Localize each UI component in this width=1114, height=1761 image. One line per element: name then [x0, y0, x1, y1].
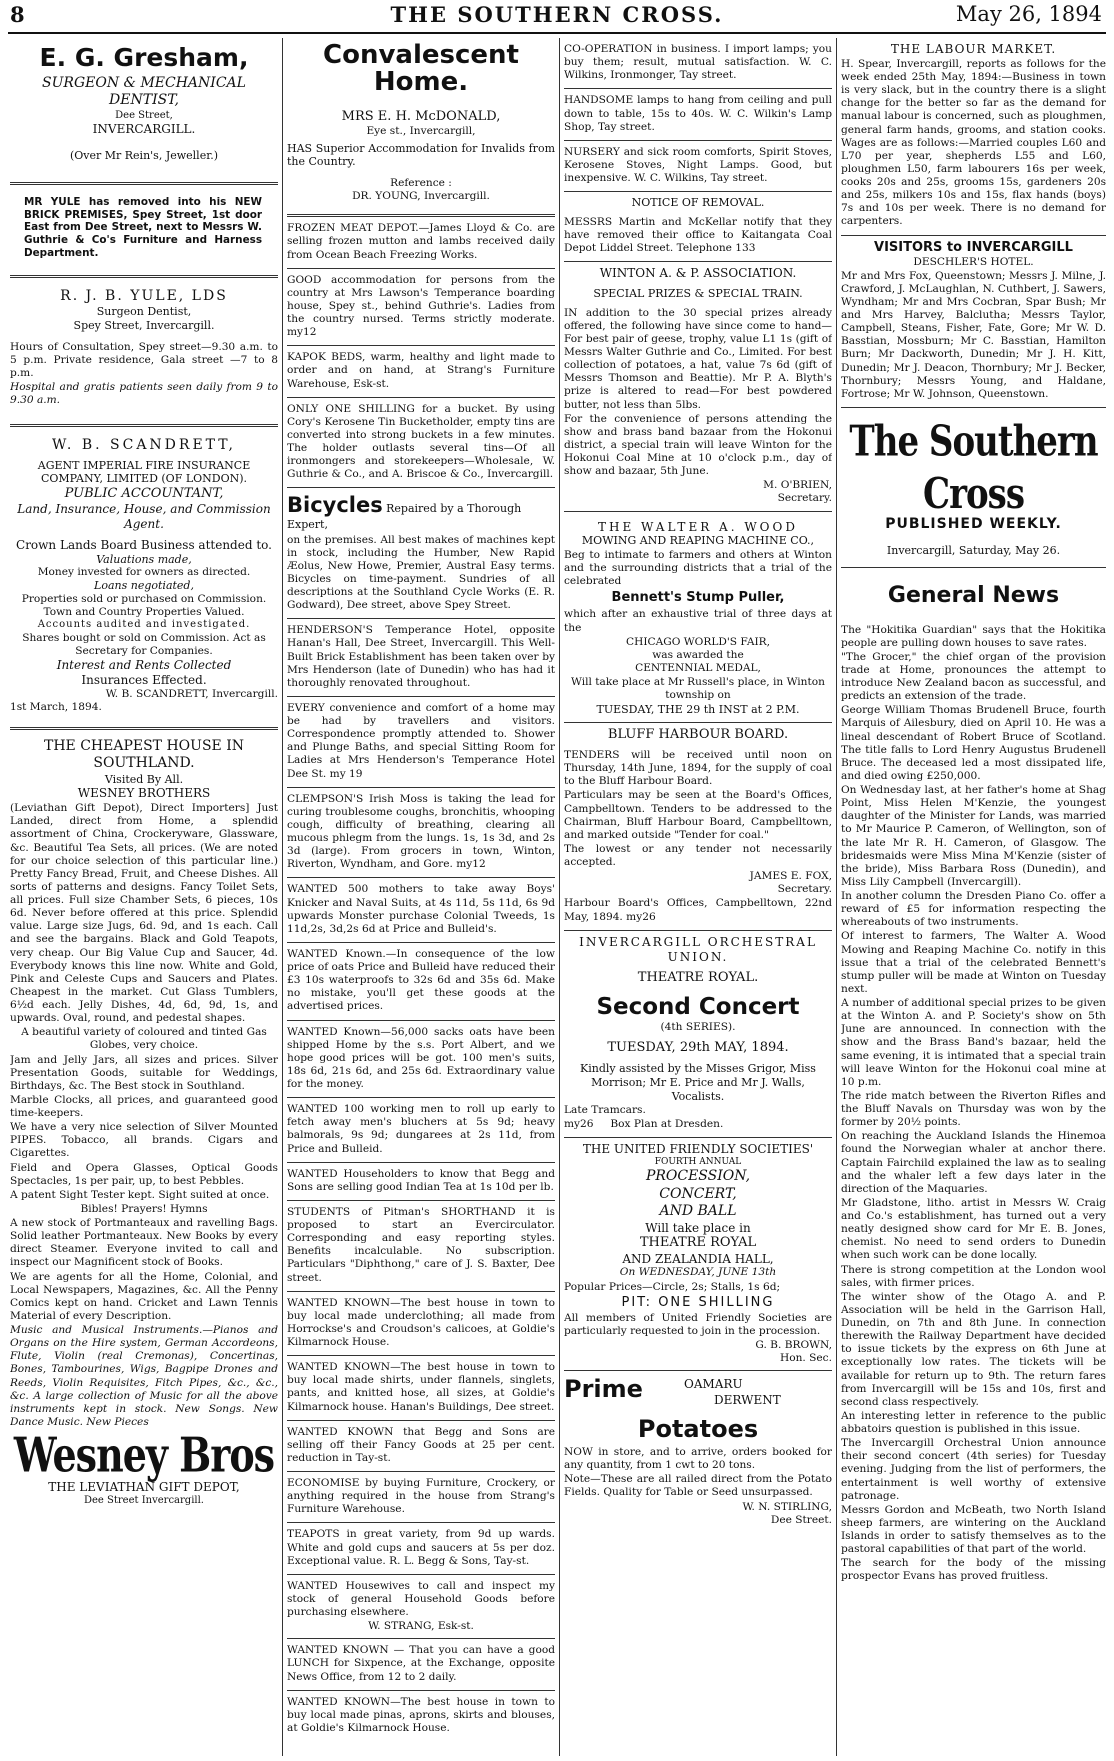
ad-potatoes-sig: W. N. STIRLING,: [742, 1500, 832, 1513]
ad-removal: [564, 192, 832, 262]
ad-convalescent-p1: HAS Superior Accommodation for Invalids from the Country.: [287, 141, 555, 169]
ad-friendly-h2: FOURTH ANNUAL: [654, 1157, 742, 1168]
news-item: On Wednesday last, at her father's home at Shag Point, Miss Helen M'Kenzie, the youngest daughter of the Minister for Lands, was married to Mr Maurice P. Cameron, of Wellington, son of the late Mr R. H. Cameron, of Glasgow. The bridesmaids were Miss Mina M'Kenzie (sister of the bride), Miss Barbara Ross (Dunedin), and Miss Lily Campbell (Invercargill).: [841, 784, 1106, 888]
ad-convalescent-h2: MRS E. H. McDONALD,: [341, 108, 501, 124]
ad-friendly-p2: All members of United Friendly Societies are particularly requested to join in the procession.: [564, 1311, 832, 1337]
ad-orchestral-p3: my26: [564, 1118, 594, 1131]
ad-bluff-sig: JAMES E. FOX,: [749, 870, 832, 883]
ad-kapok: [287, 346, 555, 397]
news-item: "The Grocer," the chief organ of the provision trade at Home, pronounces the attempt to introduce New Zealand bacon as successful, and predicts an extension of the trade.: [841, 650, 1106, 703]
ad-wanted-known-5: [287, 1421, 555, 1472]
ad-frozen-meat-text: FROZEN MEAT DEPOT.—James Lloyd & Co. are selling frozen mutton and lambs received daily from Ocean Beach Freezing Works.: [287, 222, 555, 261]
ad-wesney-logo: Wesney Bros: [13, 1426, 275, 1483]
ad-wesney-f1: THE LEVIATHAN GIFT DEPOT,: [48, 1480, 240, 1495]
ad-convalescent-h1: Convalescent Home.: [323, 40, 519, 98]
ad-potatoes-p2: Note—These are all railed direct from the Potato Fields. Quality for Table or Seed unsurpassed.: [564, 1473, 832, 1499]
ad-wanted-known-2-text: WANTED Known—56,000 sacks oats have been shipped Home by the s.s. Port Albert, and we hope good prices will be got. 100 men's suits, 18s 6d, 21s 6d, and 25s 6d. Extraordinary value for the money.: [287, 1025, 555, 1091]
ad-walter-wood-h4: CHICAGO WORLD'S FAIR,: [625, 635, 771, 648]
ad-bluff-heading: BLUFF HARBOUR BOARD.: [607, 726, 789, 742]
news-item: A number of additional special prizes to be given at the Winton A. and P. Society's show on 5th June are announced. In connection with the show and the Brass Band's bazaar, held the same evening, it is intimated that a special train will leave Winton for the Hokonui coal mine at 10 p.m.: [841, 997, 1106, 1088]
column-divider: [282, 38, 283, 1756]
ad-wanted-100-text: WANTED 100 working men to roll up early to fetch away men's bluchers at 5s 9d; heavy balmorals, 9s 9d; dungarees at 2s 11d, from Price and Bulleid.: [287, 1103, 555, 1155]
ad-convalescent-h3: Eye st., Invercargill,: [366, 124, 476, 137]
ad-yule-moved: [10, 185, 278, 278]
column-1: [10, 38, 278, 1756]
ad-wesney-p9: A new stock of Portmanteaux and ravelling Bags. Solid leather Portmanteaux. New Books by every direct Steamer. Everyone invited to call and inspect our Magnificent stock of Books.: [10, 1217, 278, 1269]
ad-students-text: STUDENTS of Pitman's SHORTHAND it is proposed to start an Evercirculator. Corresponding and easy reporting styles. Benefits incalculable. No subscription. Particulars "Diphthong," care of J. S. Baxter, Dee street.: [287, 1205, 555, 1284]
ad-wanted-known-2: [287, 1021, 555, 1099]
ad-lamps: [564, 89, 832, 140]
ad-bicycles-sub: Repaired by a Thorough Expert,: [287, 502, 522, 532]
news-item: Mr Gladstone, litho. artist in Messrs W. Craig and Co.'s establishment, has turned out a very neatly designed show card for Mr E. B. Jones, chemist. No need to send orders to Dunedin when such work can be done locally.: [841, 1196, 1106, 1262]
ad-scandrett-l11: Interest and Rents Collected: [56, 657, 232, 672]
ad-friendly-h7: THEATRE ROYAL: [639, 1235, 757, 1251]
ad-winton-sig2: Secretary.: [777, 492, 832, 505]
ad-wesney-f2: Dee Street Invercargill.: [84, 1494, 204, 1506]
column-divider: [559, 38, 560, 1756]
ad-jb-yule: [10, 278, 278, 427]
ad-walter-wood-h5: was awarded the: [652, 648, 744, 661]
ad-gresham: [10, 38, 278, 185]
ad-scandrett-name: W. B. SCANDRETT,: [51, 437, 236, 454]
ad-housewives-sig: W. STRANG, Esk-st.: [368, 1620, 474, 1633]
ad-wanted-known-3-text: WANTED KNOWN—The best house in town to buy local made underclothing; all made from Horrockse's and Croudson's calicoes, at Goldie's Kilmarnock House.: [287, 1296, 555, 1349]
news-item: The search for the body of the missing prospector Evans has proved fruitless.: [841, 1557, 1106, 1583]
ad-bicycles-h: Bicycles: [287, 493, 383, 518]
ad-bluff-p1: TENDERS will be received until noon on Thursday, 14th June, 1894, for the supply of coal to the Bluff Harbour Board.: [564, 749, 832, 788]
ad-wesney-h3: WESNEY BROTHERS: [77, 786, 211, 801]
ad-cooperation-text: CO-OPERATION in business. I import lamps; you buy them; result, mutual satisfaction. W. C. Wilkins, Ironmonger, Tay street.: [564, 43, 832, 82]
ad-scandrett-l5: Valuations made,: [96, 552, 192, 566]
ad-walter-wood-p3: Will take place at Mr Russell's place, in Winton township on: [571, 676, 825, 702]
ad-friendly-p1: Popular Prices—Circle, 2s; Stalls, 1s 6d;: [564, 1280, 781, 1293]
ad-scandrett-l10: Shares bought or sold on Commission. Act as Secretary for Companies.: [22, 631, 266, 657]
ad-convalescent-h4: Reference :: [390, 177, 452, 190]
ad-walter-wood-h2: MOWING AND REAPING MACHINE CO.,: [581, 534, 815, 548]
ad-one-shilling: [287, 398, 555, 489]
ad-wanted-known-1-text: WANTED Known.—In consequence of the low price of oats Price and Bulleid have reduced their £3 10s waterproofs to 32s 6d and 35s 6d. Make no mistake, you'll get these goods at the advertised prices.: [287, 947, 555, 1013]
ad-teapots-text: TEAPOTS in great variety, from 9d up wards. White and gold cups and saucers at 5s per doz. Exceptional value. R. L. Begg & Sons, Tay-st.: [287, 1528, 555, 1567]
ad-wanted-known-5-text: WANTED KNOWN that Begg and Sons are selling off their Fancy Goods at 25 per cent. reduction in Tay-st.: [287, 1425, 555, 1464]
visitors-heading: VISITORS to INVERCARGILL: [874, 239, 1073, 255]
news-item: On reaching the Auckland Islands the Hinemoa found the Norwegian whaler at anchor there. Captain Fairchild explained the law as to sealing and the whaler left a few days later in the direction of the Maquaries.: [841, 1130, 1106, 1195]
ad-friendly-h3: PROCESSION,: [645, 1168, 751, 1185]
ad-friendly-sig: G. B. BROWN,: [755, 1339, 832, 1352]
ad-scandrett: [10, 427, 278, 730]
ad-wesney-p5: We have a very nice selection of Silver Mounted PIPES. Tobacco, all brands. Cigars and Cigarettes.: [10, 1121, 278, 1160]
ad-bluff-sig2: Secretary.: [777, 883, 832, 896]
ad-wesney-p7: A patent Sight Tester kept. Sight suited at once.: [10, 1188, 270, 1201]
ad-gresham-l4: INVERCARGILL.: [92, 122, 196, 137]
ad-walter-wood-h7: TUESDAY, THE 29 th INST at 2 P.M.: [596, 703, 800, 717]
ad-scandrett-l7: Loans negotiated,: [94, 579, 194, 593]
ad-jb-yule-l1: Surgeon Dentist,: [96, 305, 192, 319]
ad-kapok-text: KAPOK BEDS, warm, healthy and light made to order and on hand, at Strang's Furniture Warehouse, Esk-st.: [287, 351, 555, 390]
ad-frozen-meat: [287, 217, 555, 268]
ad-housewives: [287, 1575, 555, 1640]
ad-jb-yule-name: R. J. B. YULE, LDS: [60, 288, 228, 305]
news-item: Of interest to farmers, The Walter A. Wood Mowing and Reaping Machine Co. notify in this issue that a trial of the celebrated Bennett's stump puller will be made at Winton on Tuesday next.: [841, 930, 1106, 995]
ad-cooperation: [564, 38, 832, 89]
ad-orchestral-h1: INVERCARGILL ORCHESTRAL UNION.: [579, 934, 817, 964]
newspaper-title: THE SOUTHERN CROSS.: [390, 2, 724, 27]
news-item: Messrs Gordon and McBeath, two North Island sheep farmers, are wintering on the Auckland Islands in order to satisfy themselves as to the pastoral capabilities of that part of the world.: [841, 1503, 1106, 1556]
news-item: In another column the Dresden Piano Co. offer a reward of £5 for information respecting the whereabouts of two instruments.: [841, 890, 1106, 929]
column-2: [287, 38, 555, 1756]
ad-wesney-p3: Jam and Jelly Jars, all sizes and prices. Silver Presentation Goods, suitable for Weddings, Birthdays, &c. The Best stock in Southland.: [10, 1053, 278, 1092]
issue-date: May 26, 1894: [955, 2, 1102, 26]
ad-potatoes-sig2: Dee Street.: [770, 1513, 832, 1526]
ad-walter-wood-p1: Beg to intimate to farmers and others at Winton and the surrounding districts that a trial of the celebrated: [564, 549, 832, 588]
column-3: [564, 38, 832, 1756]
ad-gresham-name: E. G. Gresham,: [39, 43, 249, 72]
ad-henderson-text: HENDERSON'S Temperance Hotel, opposite Hanan's Hall, Dee Street, Invercargill. This Well-Built Brick Establishment has been taken over by Mrs Henderson (late of Dunedin) who has had it thoroughly renovated throughout.: [287, 624, 555, 689]
ad-scandrett-l2: PUBLIC ACCOUNTANT,: [64, 485, 224, 501]
ad-walter-wood-h1: THE WALTER A. WOOD: [598, 519, 798, 534]
ad-wanted-100: [287, 1098, 555, 1163]
ad-clempson-text: CLEMPSON'S Irish Moss is taking the lead for curing troublesome coughs, bronchitis, whooping cough, difficulty of breathing, clearing all mucous phlegm from the lungs. 1s, 1s 3d, and 2s 3d (large). From grocers in town, Winton, Riverton, Wyndham, and Gore. my12: [287, 792, 555, 871]
column-4: [841, 38, 1106, 1756]
ad-potatoes-h3: DERWENT: [714, 1393, 781, 1408]
ad-orchestral-h5: TUESDAY, 29th MAY, 1894.: [607, 1040, 789, 1056]
ad-orchestral-p4: Box Plan at Dresden.: [610, 1118, 724, 1131]
visitors-hotel: DESCHLER'S HOTEL.: [913, 255, 1034, 268]
ad-convalescent: [287, 38, 555, 217]
ad-scandrett-l6: Money invested for owners as directed.: [37, 566, 251, 579]
ad-wesney-p8: Bibles! Prayers! Hymns: [80, 1202, 208, 1215]
visitors: [841, 236, 1106, 408]
ad-removal-text: MESSRS Martin and McKellar notify that they have removed their office to Kaitangata Coal Depot Liddel Street. Telephone 133: [564, 215, 832, 254]
ad-winton-p2: For the convenience of persons attending the show and brass band bazaar from the Hokonui district, a special train will leave Winton for the Hokonui Coal Mine at 10 o'clock p.m., day of show and bazaar, 5th June.: [564, 412, 832, 478]
ad-wesney: [10, 730, 278, 1512]
news-item: The ride match between the Riverton Rifles and the Bluff Navals on Thursday was won by the former by 20½ points.: [841, 1089, 1106, 1129]
ad-friendly-h10: PIT: ONE SHILLING: [621, 1294, 775, 1310]
ad-yule-moved-text: MR YULE has removed into his NEW BRICK PREMISES, Spey Street, 1st door East from Dee Street, next to Messrs W. Guthrie & Co's Furniture and Harness Department.: [24, 195, 262, 260]
ad-economise: [287, 1472, 555, 1523]
ad-wanted-known-1: [287, 943, 555, 1021]
general-news: [841, 568, 1106, 1589]
labour-market-text: H. Spear, Invercargill, reports as follows for the week ended 25th May, 1894:—Business in town is very slack, but in the country there is a slight change for the better so far as the demand for manual labour is concerned, such as ploughmen, general farm hands, grooms, and station cooks. Wages are as follows:—Married couples L60 and L70 per year, shepherds L55 and L60, ploughmen L50, farm labourers 16s per week, cooks 20s and 25s, grooms 15s, gardeners 20s and 25s, milkers 10s and 15s, flax hands (boys) 7s and 10s per week. There is no demand for carpenters.: [841, 57, 1106, 228]
ad-gresham-l5: (Over Mr Rein's, Jeweller.): [69, 148, 219, 162]
ad-friendly-sig2: Hon. Sec.: [779, 1352, 832, 1365]
ad-pinas-text: WANTED KNOWN—The best house in town to buy local made pinas, aprons, skirts and blouses, at Goldie's Kilmarnock House.: [287, 1695, 555, 1734]
ad-potatoes-h4: Potatoes: [637, 1415, 759, 1444]
ad-potatoes-h2: OAMARU: [684, 1377, 743, 1392]
ad-jb-yule-l2: Spey Street, Invercargill.: [73, 319, 215, 333]
ad-wesney-p6: Field and Opera Glasses, Optical Goods Spectacles, 1s per pair, up, to best Pebbles.: [10, 1161, 278, 1187]
masthead-date: Invercargill, Saturday, May 26.: [886, 543, 1061, 557]
column-divider: [836, 38, 837, 1756]
ad-walter-wood: [564, 512, 832, 723]
ad-bluff-p2: Particulars may be seen at the Board's Offices, Campbelltown. Tenders to be addressed to the Chairman, Bluff Harbour Board, Campbelltown, and marked outside "Tender for coal.": [564, 789, 832, 841]
ad-scandrett-l1: AGENT IMPERIAL FIRE INSURANCE COMPANY, LIMITED (OF LONDON).: [37, 458, 251, 486]
ad-wanted-begg: [287, 1163, 555, 1201]
news-item: There is strong competition at the London wool sales, with firmer prices.: [841, 1263, 1106, 1289]
masthead: [841, 408, 1106, 568]
news-item: The winter show of the Otago A. and P. Association will be held in the Garrison Hall, Dunedin, on 7th and 8th June. In connection therewith the Railway Department have decided to issue tickets by the express on 6th June at exceptionally low rates. The tickets will be available for return up to 9th. The return fares from Invercargill will be 15s and 10s, first and second class respectively.: [841, 1290, 1106, 1408]
ad-every-convenience-text: EVERY convenience and comfort of a home may be had by travellers and visitors. Correspondence promptly attended to. Shower and Plunge Baths, and special Sitting Room for Ladies at Mrs Henderson's Temperance Hotel Dee St. my 19: [287, 701, 555, 780]
ad-clempson: [287, 788, 555, 879]
ad-winton-sig: M. O'BRIEN,: [763, 479, 832, 492]
general-news-heading: General News: [887, 583, 1060, 609]
ad-potatoes-p1: NOW in store, and to arrive, orders booked for any quantity, from 1 cwt to 20 tons.: [564, 1446, 832, 1472]
ad-lunch-text: WANTED KNOWN — That you can have a good LUNCH for Sixpence, at the Exchange, opposite News Office, from 12 to 2 daily.: [287, 1644, 555, 1683]
ad-friendly-h5: AND BALL: [659, 1203, 737, 1220]
ad-wesney-p4: Marble Clocks, all prices, and guaranteed good time-keepers.: [10, 1093, 278, 1119]
ad-walter-wood-p2: which after an exhaustive trial of three days at the: [564, 608, 832, 634]
ad-gresham-l2: DENTIST,: [109, 92, 179, 109]
ad-orchestral-h3: Second Concert: [596, 993, 800, 1020]
ad-winton-h2: SPECIAL PRIZES & SPECIAL TRAIN.: [593, 287, 803, 300]
ad-wanted-begg-text: WANTED Householders to know that Begg and Sons are selling good Indian Tea at 1s 10d per lb.: [287, 1167, 555, 1193]
ad-potatoes-h1: Prime: [564, 1375, 643, 1404]
ad-winton-p1: IN addition to the 30 special prizes already offered, the following have since come to hand—For best pair of geese, trophy, value L1 1s (gift of Messrs Walter Guthrie and Co., Limited. For best collection of potatoes, a hat, value 7s 6d (gift of Messrs Thomson and Beattie). Mr P. A. Blyth's prize is altered to read—For best powdered butter, not less than 5lbs.: [564, 306, 832, 411]
ad-wesney-p11: Music and Musical Instruments.—Pianos and Organs on the Hire system, German Accordeons, Flute, Violin (real Cremonas), Concertinas, Bones, Tambourines, Wigs, Bagpipe Drones and Reeds, Violin Requisites, Fitch Pipes, &c., &c., &c. A large collection of Music for all the above instruments kept in stock. New Songs. New Dance Music. New Pieces: [10, 1324, 278, 1428]
ad-convalescent-h5: DR. YOUNG, Invercargill.: [352, 190, 490, 203]
news-item: The "Hokitika Guardian" says that the Hokitika people are pulling down houses to save rates.: [841, 623, 1106, 649]
ad-wanted-500-text: WANTED 500 mothers to take away Boys' Knicker and Naval Suits, at 4s 11d, 5s 11d, 6s 9d upwards Monster purchase Colonial Tweeds, 1s 11d,2s, 3d,2s 6d at Price and Bulleid's.: [287, 883, 555, 935]
ad-wesney-p1: (Leviathan Gift Depot), Direct Importers] Just Landed, direct from Home, a splendid assortment of China, Crockeryware, Glassware, &c. Beautiful Tea Sets, all prices. (We are noted for our choice selection of this particular line.) Pretty Fancy Bread, Fruit, and Cheese Dishes. All sorts of patterns and designs. Fancy Toilet Sets, all prices. Full size Chamber Sets, 6 pieces, 10s 6d. Never before offered at this price. Splendid value. Large size Jugs, 6d. 9d, and 1s each. Call and see the bargains. Black and Gold Teapots, very cheap. Our Big Value Cup and Saucer, 4d. Everybody knows this line now. White and Gold, Pink and Celeste Cups and Saucers and Plates. Cheapest in the market. Cut Glass Tumblers, 6½d each. Jelly Dishes, 4d, 6d, 9d, 1s, and upwards. Oval, round, and pedestal shapes.: [10, 802, 278, 1025]
ad-scandrett-l8: Properties sold or purchased on Commission. Town and Country Properties Valued.: [21, 593, 267, 619]
news-item: George William Thomas Brudenell Bruce, fourth Marquis of Ailesbury, died on April 10. He was a lineal descendant of Robert Bruce of Scotland. The title falls to Lord Henry Augustus Brudenell Bruce. The deceased led a most dissipated life, and died owing £250,000.: [841, 704, 1106, 782]
ad-friendly-h1: THE UNITED FRIENDLY SOCIETIES': [582, 1142, 814, 1157]
ad-friendly-societies: [564, 1138, 832, 1371]
ad-jb-yule-hosp: Hospital and gratis patients seen daily from 9 to 9.30 a.m.: [10, 381, 278, 407]
ad-winton-h1: WINTON A. & P. ASSOCIATION.: [599, 266, 797, 281]
ad-walter-wood-h3: Bennett's Stump Puller,: [611, 590, 785, 606]
ad-teapots: [287, 1523, 555, 1574]
labour-market: [841, 38, 1106, 236]
ad-lamps-text: HANDSOME lamps to hang from ceiling and pull down to table, 15s to 40s. W. C. Wilkin's Lamp Shop, Tay street.: [564, 94, 832, 133]
ad-bicycles: [287, 488, 555, 619]
ad-orchestral-h2: THEATRE ROYAL.: [637, 970, 759, 986]
ad-scandrett-l12: Insurances Effected.: [81, 672, 207, 687]
ad-orchestral: [564, 931, 832, 1139]
visitors-text: Mr and Mrs Fox, Queenstown; Messrs J. Milne, J. Crawford, J. McLaughlan, N. Cuthbert, J. Sawers, Wyndham; Mr and Mrs Cocbran, Spar Bush; Mr and Mrs Harvey, Balclutha; Messrs Taylor, Campbell, Steans, Fisher, Fate, Gore; Mr W. D. Basstian, Mossburn; Mr C. Basstian, Hamilton Burn; Mr Dackworth, Dunedin; Mr J. H. Kitt, Dunedin; Mr J. Deacon, Thornbury; Mr J. Becker, Thornbury; Messrs Young, and Haldane, Fortrose; Mr W. Johnson, Queenstown.: [841, 269, 1106, 400]
page-header: [0, 0, 1114, 34]
ad-friendly-h6: Will take place in: [645, 1220, 751, 1235]
ad-jb-yule-hours: Hours of Consultation, Spey street—9.30 a.m. to 5 p.m. Private residence, Gala street —7 to 8 p.m.: [10, 340, 278, 379]
page-number: 8: [10, 2, 25, 27]
ad-scandrett-l14: 1st March, 1894.: [10, 700, 102, 713]
ad-orchestral-h4: (4th SERIES).: [660, 1021, 736, 1034]
labour-market-heading: THE LABOUR MARKET.: [890, 42, 1057, 56]
ad-winton: [564, 262, 832, 511]
ad-every-convenience: [287, 697, 555, 788]
ad-one-shilling-text: ONLY ONE SHILLING for a bucket. By using Cory's Kerosene Tin Bucketholder, empty tins are converted into strong buckets in a few minutes. The holder outlasts several tins—Of all ironmongers and storekeepers—Wholesale, W. Guthrie & Co., and A. Briscoe & Co., Invercargill.: [287, 402, 555, 481]
ad-henderson: [287, 619, 555, 697]
ad-wanted-known-4: [287, 1356, 555, 1421]
ad-wesney-h2: Visited By All.: [104, 772, 184, 786]
ad-nursery-text: NURSERY and sick room comforts, Spirit Stoves, Kerosene Stoves, Night Lamps. Good, but inexpensive. W. C. Wilkins, Tay street.: [564, 145, 832, 184]
ad-students: [287, 1201, 555, 1292]
ad-scandrett-l9: Accounts audited and investigated.: [37, 619, 251, 631]
ad-bicycles-p: on the premises. All best makes of machines kept in stock, including the Humber, New Rapid Æolus, New Howe, Premier, Austral Easy terms. Bicycles on time-payment. Sundries of all descriptions at the Southland Cycle Works (E. R. Godward), Dee street, above Spey Street.: [287, 533, 555, 612]
ad-bluff-p3: The lowest or any tender not necessarily accepted.: [564, 842, 832, 869]
ad-bluff: [564, 723, 832, 931]
ad-friendly-h4: CONCERT,: [659, 1185, 737, 1202]
ad-scandrett-l13: W. B. SCANDRETT, Invercargill.: [105, 687, 278, 700]
ad-friendly-h9: On WEDNESDAY, JUNE 13th: [619, 1266, 777, 1279]
ad-orchestral-p1: Kindly assisted by the Misses Grigor, Miss Morrison; Mr E. Price and Mr J. Walls, Vocalists.: [580, 1062, 816, 1103]
news-item: An interesting letter in reference to the public abbatoirs question is published in this issue.: [841, 1409, 1106, 1436]
news-item: The Invercargill Orchestral Union announce their second concert (4th series) for Tuesday evening. Judging from the list of performers, the entertainment is well worthy of extensive patronage.: [841, 1437, 1106, 1502]
ad-walter-wood-h6: CENTENNIAL MEDAL,: [635, 661, 761, 674]
ad-good-accommodation-text: GOOD accommodation for persons from the country at Mrs Lawson's Temperance boarding house, Spey st., behind Guthrie's. Ladies from the country nursed. Terms strictly moderate. my12: [287, 273, 555, 339]
ad-bluff-p4: Harbour Board's Offices, Campbelltown, 22nd May, 1894. my26: [564, 897, 832, 923]
ad-wanted-known-3: [287, 1292, 555, 1357]
ad-gresham-l3: Dee Street,: [115, 109, 173, 121]
masthead-title: The Southern Cross: [849, 416, 1098, 520]
ad-housewives-text: WANTED Housewives to call and inspect my stock of general Household Goods before purchasing elsewhere.: [287, 1579, 555, 1619]
ad-wesney-h1: THE CHEAPEST HOUSE IN SOUTHLAND.: [43, 737, 244, 772]
ad-pinas: [287, 1691, 555, 1741]
ad-orchestral-p2: Late Tramcars.: [564, 1104, 646, 1117]
ad-wanted-known-4-text: WANTED KNOWN—The best house in town to buy local made shirts, under flannels, singlets, pants, and knitted hose, all sizes, at Goldie's Kilmarnock house. Hanan's Buildings, Dee street.: [287, 1361, 555, 1413]
ad-friendly-h8: AND ZEALANDIA HALL,: [622, 1251, 774, 1266]
header-rule: [8, 32, 1106, 34]
ad-wesney-p10: We are agents for all the Home, Colonial, and Local Newspapers, Magazines, &c. All the Penny Comics kept on hand. Cricket and Lawn Tennis Material of every Description.: [10, 1270, 278, 1322]
ad-wesney-p2: A beautiful variety of coloured and tinted Gas Globes, very choice.: [21, 1026, 267, 1052]
ad-nursery: [564, 141, 832, 192]
ad-scandrett-l3: Land, Insurance, House, and Commission Agent.: [17, 502, 271, 531]
ad-wanted-500: [287, 878, 555, 943]
ad-potatoes: [564, 1371, 832, 1532]
masthead-subtitle: PUBLISHED WEEKLY.: [885, 516, 1062, 533]
ad-lunch: [287, 1639, 555, 1690]
ad-good-accommodation: [287, 269, 555, 347]
ad-removal-heading: NOTICE OF REMOVAL.: [631, 196, 765, 210]
ad-gresham-l1: SURGEON & MECHANICAL: [42, 75, 246, 91]
ad-scandrett-l4: Crown Lands Board Business attended to.: [16, 537, 272, 552]
ad-economise-text: ECONOMISE by buying Furniture, Crockery, or anything required in the house from Strang's Furniture Warehouse.: [287, 1477, 555, 1516]
